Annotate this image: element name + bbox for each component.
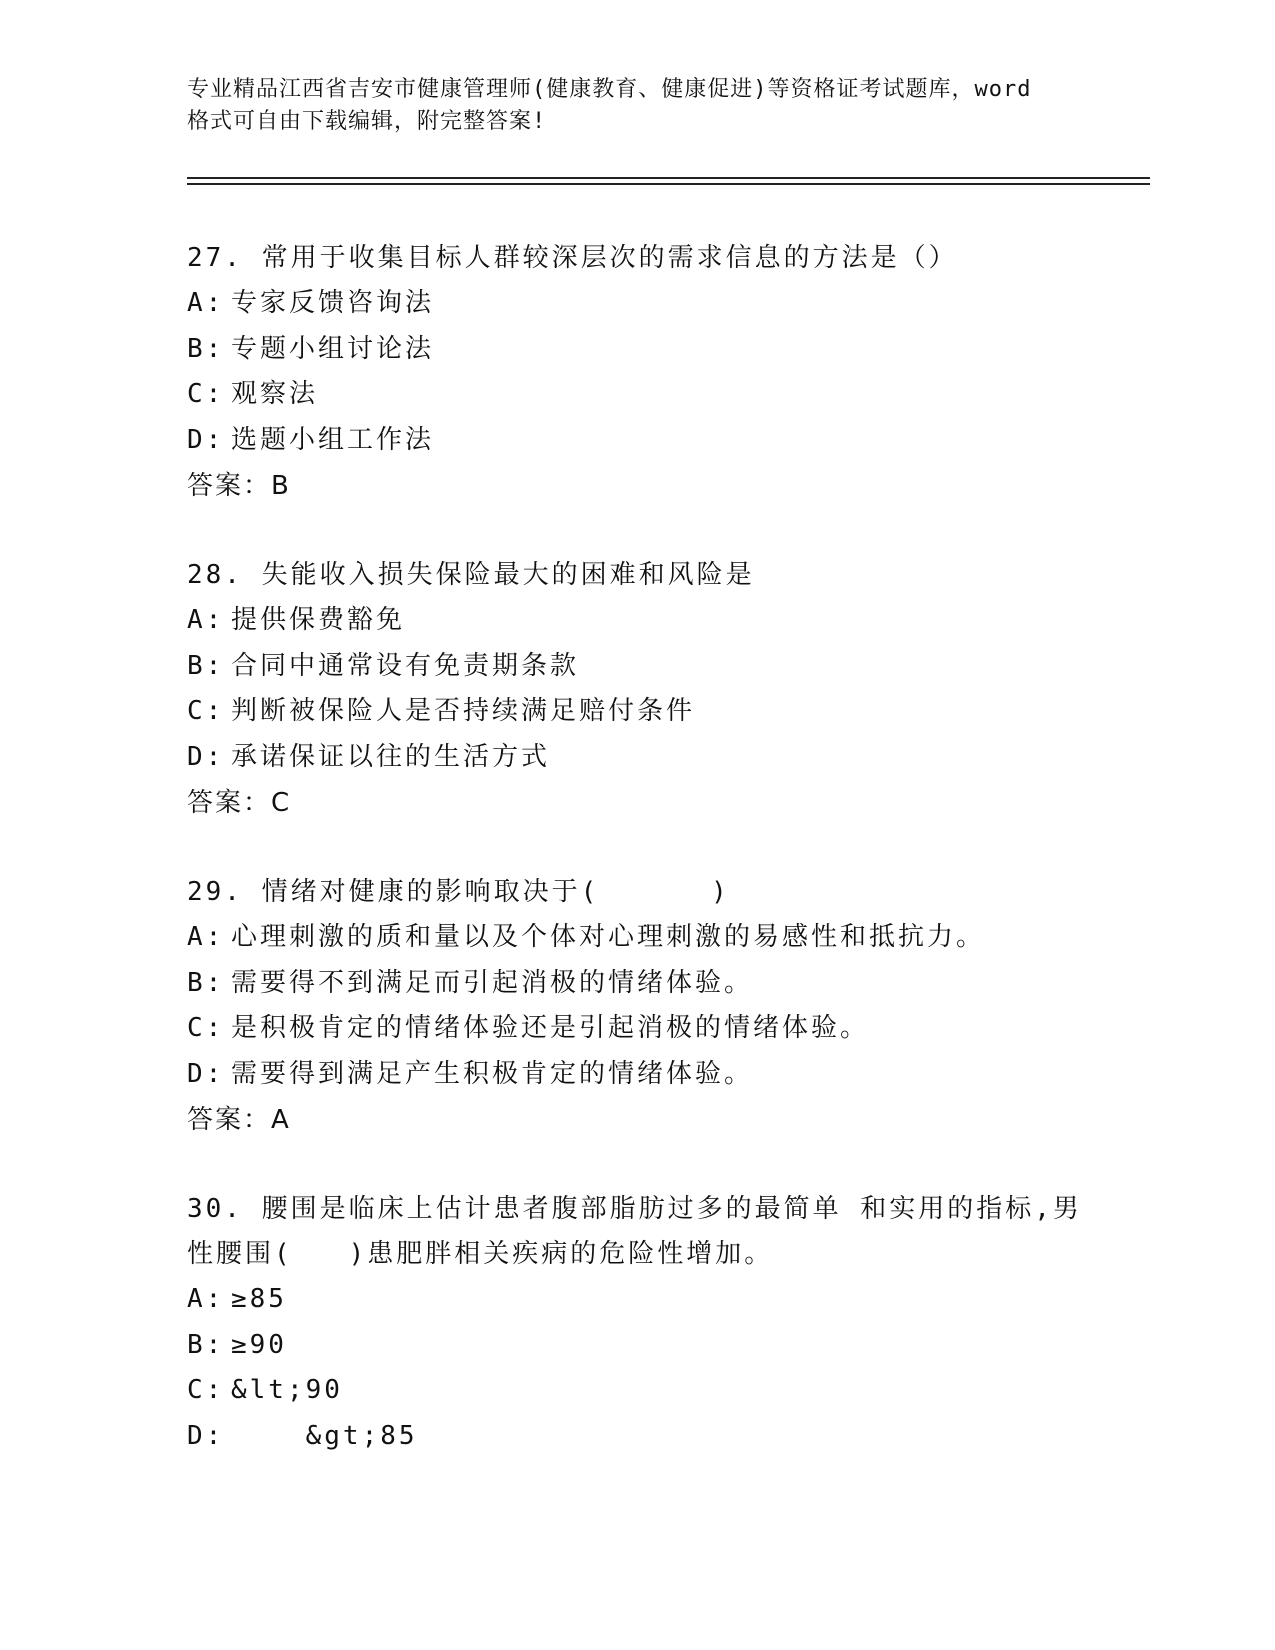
option-c bbox=[187, 372, 1087, 418]
option-b bbox=[187, 1323, 1087, 1369]
question-stem: 27. 常用于收集目标人群较深层次的需求信息的方法是（） bbox=[187, 243, 958, 273]
header-line-1: 专业精品江西省吉安市健康管理师(健康教育、健康促进)等资格证考试题库，word bbox=[187, 77, 1032, 102]
option-letter: B: bbox=[187, 967, 225, 998]
option-text: 承诺保证以往的生活方式 bbox=[231, 741, 551, 772]
option-text: 选题小组工作法 bbox=[231, 424, 435, 455]
option-letter: A: bbox=[187, 605, 225, 635]
option-text: 判断被保险人是否持续满足赔付条件 bbox=[231, 696, 696, 726]
option-c bbox=[187, 689, 1087, 735]
question-stem-line-2: 性腰围( )患肥胖相关疾病的危险性增加。 bbox=[187, 1239, 774, 1269]
option-c bbox=[187, 1006, 1087, 1052]
option-a bbox=[187, 1277, 1087, 1323]
question-29 bbox=[187, 870, 1087, 1143]
option-letter: D: bbox=[187, 1058, 225, 1089]
answer-label: 答案：C bbox=[187, 788, 292, 818]
option-text: 专家反馈咨询法 bbox=[231, 288, 435, 318]
option-letter: D: bbox=[187, 1420, 225, 1451]
option-text: ≥90 bbox=[231, 1329, 287, 1360]
option-a bbox=[187, 598, 1087, 644]
option-text: 是积极肯定的情绪体验还是引起消极的情绪体验。 bbox=[231, 1013, 870, 1043]
option-letter: D: bbox=[187, 741, 225, 772]
option-a bbox=[187, 281, 1087, 327]
option-text: 专题小组讨论法 bbox=[231, 333, 435, 364]
option-text: 心理刺激的质和量以及个体对心理刺激的易感性和抵抗力。 bbox=[231, 922, 986, 952]
option-letter: B: bbox=[187, 650, 225, 681]
option-text: 合同中通常设有免责期条款 bbox=[231, 650, 580, 681]
question-stem-line-1: 30. 腰围是临床上估计患者腹部脂肪过多的最简单 和实用的指标,男 bbox=[187, 1194, 1082, 1224]
option-letter: D: bbox=[187, 424, 225, 455]
option-d bbox=[187, 418, 1087, 464]
document-header bbox=[187, 74, 1087, 138]
option-text: &lt;90 bbox=[231, 1375, 343, 1405]
option-text: 观察法 bbox=[231, 379, 319, 409]
option-d bbox=[187, 1052, 1087, 1098]
option-text: 需要得到满足产生积极肯定的情绪体验。 bbox=[231, 1058, 754, 1089]
option-letter: A: bbox=[187, 288, 225, 318]
option-letter: C: bbox=[187, 1375, 225, 1405]
question-list bbox=[187, 236, 1087, 1503]
option-letter: C: bbox=[187, 696, 225, 726]
option-letter: A: bbox=[187, 1284, 225, 1314]
header-line-2: 格式可自由下载编辑，附完整答案! bbox=[187, 109, 547, 134]
option-b bbox=[187, 644, 1087, 690]
option-letter: C: bbox=[187, 1013, 225, 1043]
answer-label: 答案：A bbox=[187, 1105, 291, 1135]
question-27 bbox=[187, 236, 1087, 509]
option-c bbox=[187, 1368, 1087, 1414]
option-d bbox=[187, 1414, 1087, 1460]
option-text: 需要得不到满足而引起消极的情绪体验。 bbox=[231, 967, 754, 998]
header-rule-top bbox=[187, 177, 1150, 179]
option-a bbox=[187, 915, 1087, 961]
option-letter: C: bbox=[187, 379, 225, 409]
option-text: &gt;85 bbox=[231, 1420, 418, 1451]
option-letter: A: bbox=[187, 922, 225, 952]
option-text: 提供保费豁免 bbox=[231, 605, 406, 635]
option-letter: B: bbox=[187, 333, 225, 364]
answer-label: 答案：B bbox=[187, 471, 291, 501]
question-stem: 28. 失能收入损失保险最大的困难和风险是 bbox=[187, 560, 755, 590]
option-b bbox=[187, 961, 1087, 1007]
header-rule-bottom bbox=[187, 183, 1150, 185]
option-text: ≥85 bbox=[231, 1284, 287, 1314]
option-b bbox=[187, 327, 1087, 373]
question-28 bbox=[187, 553, 1087, 826]
question-30 bbox=[187, 1187, 1087, 1459]
question-stem: 29. 情绪对健康的影响取决于( ) bbox=[187, 877, 730, 907]
option-d bbox=[187, 735, 1087, 781]
option-letter: B: bbox=[187, 1329, 225, 1360]
